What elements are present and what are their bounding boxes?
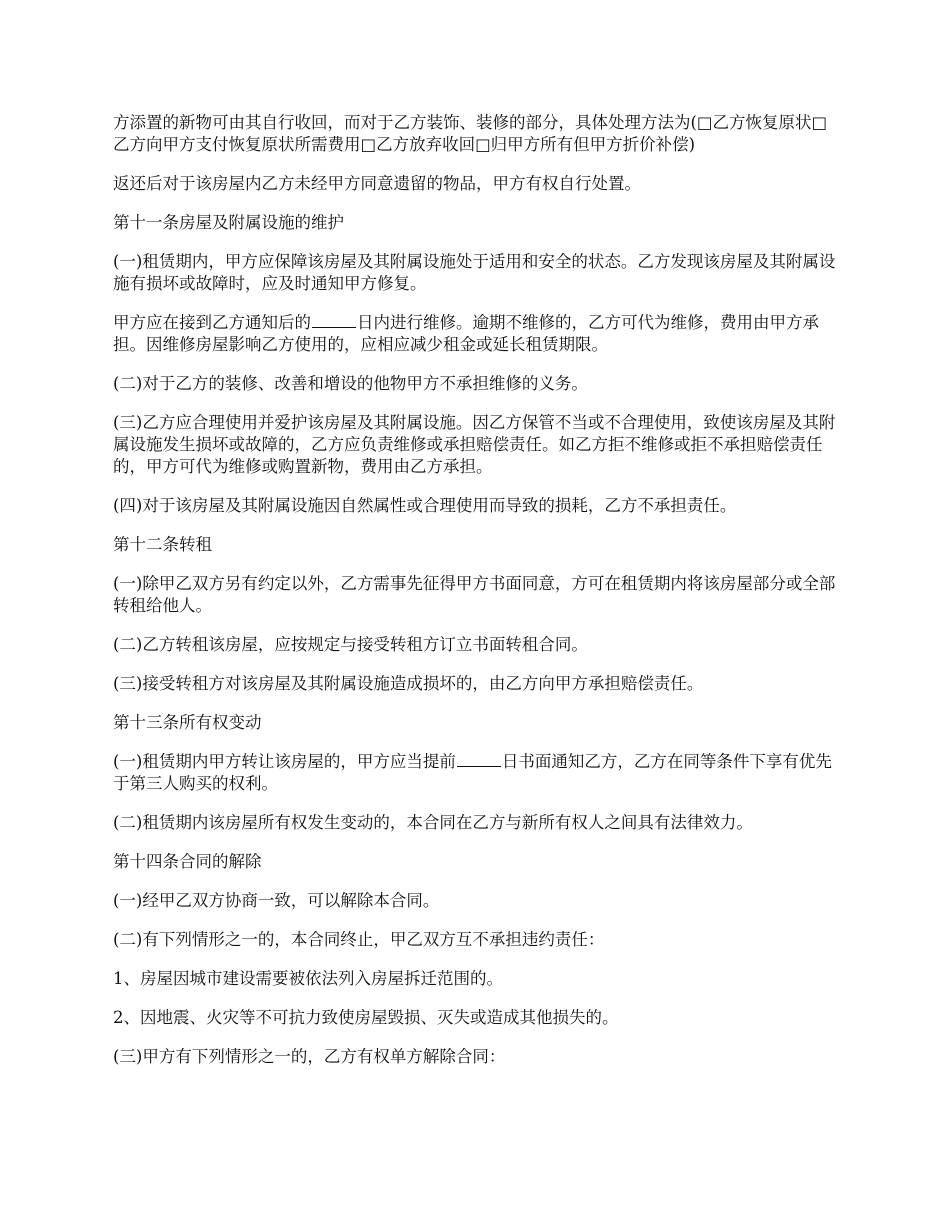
paragraph: (一)经甲乙双方协商一致，可以解除本合同。 bbox=[113, 891, 440, 910]
section-heading: 第十一条房屋及附属设施的维护 bbox=[113, 213, 344, 232]
paragraph: 返还后对于该房屋内乙方未经甲方同意遗留的物品，甲方有权自行处置。 bbox=[113, 174, 641, 193]
paragraph: (一)除甲乙双方另有约定以外，乙方需事先征得甲方书面同意，方可在租赁期内将该房屋部分或全部转租给他人。 bbox=[113, 574, 836, 615]
paragraph: 方添置的新物可由其自行收回，而对于乙方装饰、装修的部分，具体处理方法为(□乙方恢复原状□乙方向甲方支付恢复原状所需费用□乙方放弃收回□归甲方所有但甲方折价补偿) bbox=[113, 113, 828, 154]
paragraph-text: 日内进行维修。逾期不维修的，乙方可代为维修，费用由甲方承担。因维修房屋影响乙方使用的，应相应减少租金或延长租赁期限。 bbox=[113, 313, 819, 354]
paragraph: (二)租赁期内该房屋所有权发生变动的，本合同在乙方与新所有权人之间具有法律效力。 bbox=[113, 813, 753, 832]
paragraph: (三)接受转租方对该房屋及其附属设施造成损坏的，由乙方向甲方承担赔偿责任。 bbox=[113, 674, 704, 693]
paragraph-text: 甲方应在接到乙方通知后的 bbox=[113, 313, 311, 332]
paragraph-text: 日书面通知乙方，乙方在同等条件下享有优先于第三人购买的权利。 bbox=[113, 752, 832, 793]
paragraph-with-blank bbox=[113, 312, 843, 356]
paragraph: (三)乙方应合理使用并爱护该房屋及其附属设施。因乙方保管不当或不合理使用，致使该房屋及其附属设施发生损坏或故障的，乙方应负责维修或承担赔偿责任。如乙方拒不维修或拒不承担赔偿责任的，甲方可代为维修或购置新物，费用由乙方承担。 bbox=[113, 413, 836, 476]
paragraph: (二)乙方转租该房屋，应按规定与接受转租方订立书面转租合同。 bbox=[113, 635, 588, 654]
paragraph-with-blank bbox=[113, 751, 843, 795]
fill-in-blank bbox=[457, 751, 501, 767]
paragraph: (二)对于乙方的装修、改善和增设的他物甲方不承担维修的义务。 bbox=[113, 374, 588, 393]
section-heading: 第十三条所有权变动 bbox=[113, 713, 262, 732]
paragraph-text: (一)租赁期内甲方转让该房屋的，甲方应当提前 bbox=[113, 752, 456, 771]
paragraph: (四)对于该房屋及其附属设施因自然属性或合理使用而导致的损耗，乙方不承担责任。 bbox=[113, 496, 737, 515]
paragraph: (三)甲方有下列情形之一的，乙方有权单方解除合同： bbox=[113, 1047, 506, 1066]
section-heading: 第十四条合同的解除 bbox=[113, 852, 262, 871]
document-body bbox=[113, 112, 843, 1085]
list-item: 2、因地震、火灾等不可抗力致使房屋毁损、灭失或造成其他损失的。 bbox=[113, 1008, 619, 1027]
paragraph: (二)有下列情形之一的，本合同终止，甲乙双方互不承担违约责任： bbox=[113, 930, 605, 949]
fill-in-blank bbox=[312, 312, 356, 328]
section-heading: 第十二条转租 bbox=[113, 535, 212, 554]
list-item: 1、房屋因城市建设需要被依法列入房屋拆迁范围的。 bbox=[113, 969, 503, 988]
paragraph: (一)租赁期内，甲方应保障该房屋及其附属设施处于适用和安全的状态。乙方发现该房屋及其附属设施有损坏或故障时，应及时通知甲方修复。 bbox=[113, 252, 836, 293]
